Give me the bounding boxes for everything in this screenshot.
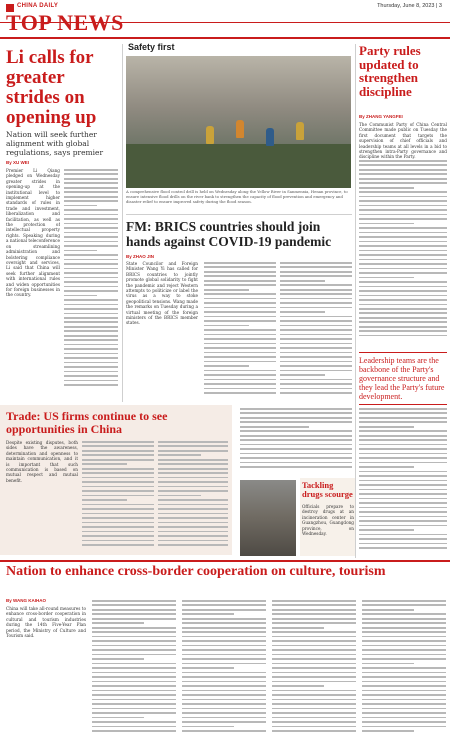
column-divider bbox=[122, 44, 123, 402]
party-headline[interactable]: Party rules updated to strengthen discipline bbox=[359, 43, 421, 99]
column-divider bbox=[355, 44, 356, 558]
nation-body-continued bbox=[362, 600, 446, 742]
lead-headline[interactable]: Li calls for greater strides on opening up bbox=[6, 47, 97, 128]
party-byline: By ZHANG YANGFEI bbox=[359, 114, 403, 119]
trade-body: Despite existing disputes, both sides have the awareness, determination and openness to maintain communication, and it is important that such communication is based on mutual respect and mutual benefit. bbox=[6, 440, 78, 483]
nation-byline: By WANG KAIHAO bbox=[6, 598, 47, 603]
party-body-continued bbox=[359, 160, 447, 346]
party-body-continued bbox=[359, 408, 447, 556]
paper-name: CHINA DAILY bbox=[17, 3, 59, 9]
rescuer-figure bbox=[236, 120, 244, 138]
nation-body-continued bbox=[182, 600, 266, 742]
party-body: The Communist Party of China Central Committee made public on Tuesday the first document that targets the supervision of chief officials and leadership teams at all levels in a bid to strengthen intra-Party governance and discipline within the Party. bbox=[359, 122, 447, 160]
photo-caption: A comprehensive flood control drill is held on Wednesday along the Yellow River in Sanmenxia, Henan province, to ensure intensive flood drills on the river bank to strengthen the capacity of flood prevention and emergency and disaster relief to ensure improved safety during the flood season. bbox=[126, 189, 348, 204]
nation-body-continued bbox=[92, 600, 176, 742]
tackle-headline[interactable]: Tackling drugs scourge bbox=[302, 480, 353, 499]
drug-incineration-photo[interactable] bbox=[240, 480, 296, 556]
rescuer-figure bbox=[266, 128, 274, 146]
tackle-caption: Officials prepare to destroy drugs at an incineration center in Guangzhou, Guangdong province, on Wednesday. bbox=[302, 504, 354, 537]
rescuer-figure bbox=[296, 122, 304, 140]
brics-body-continued bbox=[204, 262, 276, 400]
rescuer-figure bbox=[206, 126, 214, 144]
section-title: TOP NEWS bbox=[6, 10, 124, 35]
lead-body: Premier Li Qiang pledged on Wednesday greater strides in opening-up at the institutional level to implement higher standards of rules in trade and investment, liberalization and facilitation, as well as the protection of intellectual property rights. Speaking during a national teleconference on streamlining administration and bolstering compliance oversight and services, Li said that China will seek further alignment with international rules and widen opportunities for foreign businesses in the country. bbox=[6, 168, 60, 298]
brics-headline[interactable]: FM: BRICS countries should join hands against COVID-19 pandemic bbox=[126, 219, 332, 249]
trade-body-continued bbox=[82, 441, 154, 551]
nation-body: China will take all-round measures to enhance cross-border cooperation in cultural and tourism industries during the 14th Five-Year Plan period, the Ministry of Culture and Tourism said. bbox=[6, 606, 86, 639]
pull-quote: Leadership teams are the backbone of the Party's governance structure and they lead the Party's future development. bbox=[359, 352, 447, 405]
masthead-divider bbox=[0, 37, 450, 39]
flood-drill-photo[interactable] bbox=[126, 56, 351, 188]
trade-body-continued bbox=[158, 441, 228, 551]
brics-body-continued bbox=[240, 408, 352, 474]
nation-body-continued bbox=[272, 600, 356, 742]
lead-body-continued bbox=[64, 169, 118, 399]
lead-byline: By XU WEI bbox=[6, 160, 30, 165]
brics-body: State Councilor and Foreign Minister Wang Yi has called for BRICS countries to jointly promote global solidarity to fight the pandemic and reject Western attempts to politicize or label the virus as a way to stoke geopolitical tensions. Wang made the remarks on Tuesday during a virtual meeting of the foreign ministers of the BRICS member states. bbox=[126, 261, 198, 326]
issue-date: Thursday, June 8, 2023 | 3 bbox=[377, 3, 442, 9]
trade-headline[interactable]: Trade: US firms continue to see opportunities in China bbox=[6, 409, 168, 436]
brics-body-continued bbox=[280, 262, 352, 400]
lead-subhead: Nation will seek further alignment with global regulations, says premier bbox=[6, 130, 104, 157]
brics-byline: By ZHAO JIN bbox=[126, 254, 155, 259]
nation-divider bbox=[0, 560, 450, 562]
nation-headline[interactable]: Nation to enhance cross-border cooperation on culture, tourism bbox=[6, 564, 386, 579]
row-divider bbox=[126, 214, 352, 215]
photo-section-heading: Safety first bbox=[128, 42, 175, 52]
river-bank-shape bbox=[126, 144, 351, 188]
